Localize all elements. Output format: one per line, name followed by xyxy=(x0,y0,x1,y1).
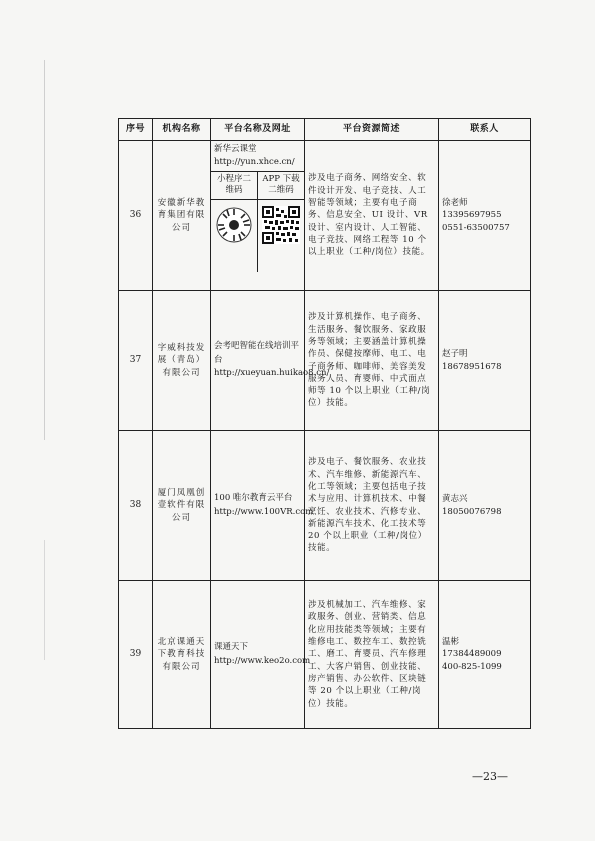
row-org: 安徽新华教育集团有限公司 xyxy=(153,141,211,291)
contact-phone: 400-825-1099 xyxy=(442,661,502,672)
header-seq: 序号 xyxy=(119,119,153,141)
platform-name: 新华云课堂 xyxy=(214,144,257,154)
mini-program-code xyxy=(211,172,257,272)
row-seq: 37 xyxy=(119,291,153,431)
row-seq: 36 xyxy=(119,141,153,291)
row-platform: 课通天下 http://www.keo2o.com xyxy=(211,581,305,729)
platform-name-block xyxy=(211,141,304,172)
row-org: 北京课通天下教育科技有限公司 xyxy=(153,581,211,729)
contact-phone: 13395697955 xyxy=(442,210,502,221)
row-resources: 涉及计算机操作、电子商务、生活服务、餐饮服务、家政服务等领域；主要涵盖计算机操作员、保健按摩师、电工、电子商务师、咖啡师、美容美发服务人员、育婴师、中式面点师等 10 个以上职业（工种/岗位）技能。 xyxy=(305,291,439,431)
binding-margin-line xyxy=(44,540,45,660)
mini-program-qr-icon xyxy=(215,206,253,244)
table-row xyxy=(119,291,531,431)
app-qr-code-icon xyxy=(262,206,300,244)
mini-program-label: 小程序二维码 xyxy=(211,172,257,201)
header-contact: 联系人 xyxy=(439,119,531,141)
row-contact xyxy=(439,581,531,729)
platform-table xyxy=(118,118,531,729)
row-contact xyxy=(439,431,531,581)
row-seq: 39 xyxy=(119,581,153,729)
app-download-code xyxy=(257,172,304,272)
row-platform: 100 唯尔教育云平台 http://www.100VR.com xyxy=(211,431,305,581)
row-platform: 会考吧智能在线培训平台 http://xueyuan.huikao8.cn/ xyxy=(211,291,305,431)
table-header-row xyxy=(119,119,531,141)
app-download-label: APP 下载二维码 xyxy=(258,172,304,201)
contact-name: 黄志兴 xyxy=(442,494,468,505)
row-platform xyxy=(211,141,305,291)
contact-name: 温彬 xyxy=(442,637,460,648)
platform-url: http://yun.xhce.cn/ xyxy=(214,156,295,167)
header-resources: 平台资源简述 xyxy=(305,119,439,141)
page-number: —23— xyxy=(472,770,508,783)
row-resources: 涉及电子、餐饮服务、农业技术、汽车维修、新能源汽车、化工等领域；主要包括电子技术与应用、计算机技术、中餐烹饪、农业技术、汽修专业、新能源汽车技术、化工技术等 20 个以上职业（工种/岗位）技能。 xyxy=(305,431,439,581)
row-org: 厦门凤凰创壹软件有限公司 xyxy=(153,431,211,581)
header-org: 机构名称 xyxy=(153,119,211,141)
row-resources: 涉及电子商务、网络安全、软件设计开发、电子竞技、人工智能等领域；主要有电子商务、信息安全、UI 设计、VR 设计、室内设计、人工智能、电子竞技、网络工程等 10 个以上职业（工种/岗位）技能。 xyxy=(305,141,439,291)
contact-name: 徐老师 xyxy=(442,198,468,209)
contact-phone: 18050076798 xyxy=(442,506,502,517)
header-platform: 平台名称及网址 xyxy=(211,119,305,141)
table-row xyxy=(119,141,531,291)
table-row xyxy=(119,581,531,729)
row-contact xyxy=(439,141,531,291)
contact-phone: 17384489009 xyxy=(442,649,502,660)
contact-phone: 18678951678 xyxy=(442,361,502,372)
table-row xyxy=(119,431,531,581)
row-seq: 38 xyxy=(119,431,153,581)
binding-margin-line xyxy=(44,60,45,440)
row-contact xyxy=(439,291,531,431)
contact-name: 赵子明 xyxy=(442,349,468,360)
qr-codes xyxy=(211,172,304,272)
row-resources: 涉及机械加工、汽车维修、家政服务、创业、营销类、信息化应用技能类等领域；主要有维修电工、数控车工、数控铣工、磨工、育婴员、汽车修理工、大客户销售、创业技能、房产销售、办公软件、区块链等 20 个以上职业（工种/岗位）技能。 xyxy=(305,581,439,729)
row-org: 字威科技发展（青岛）有限公司 xyxy=(153,291,211,431)
contact-phone: 0551-63500757 xyxy=(442,222,510,233)
